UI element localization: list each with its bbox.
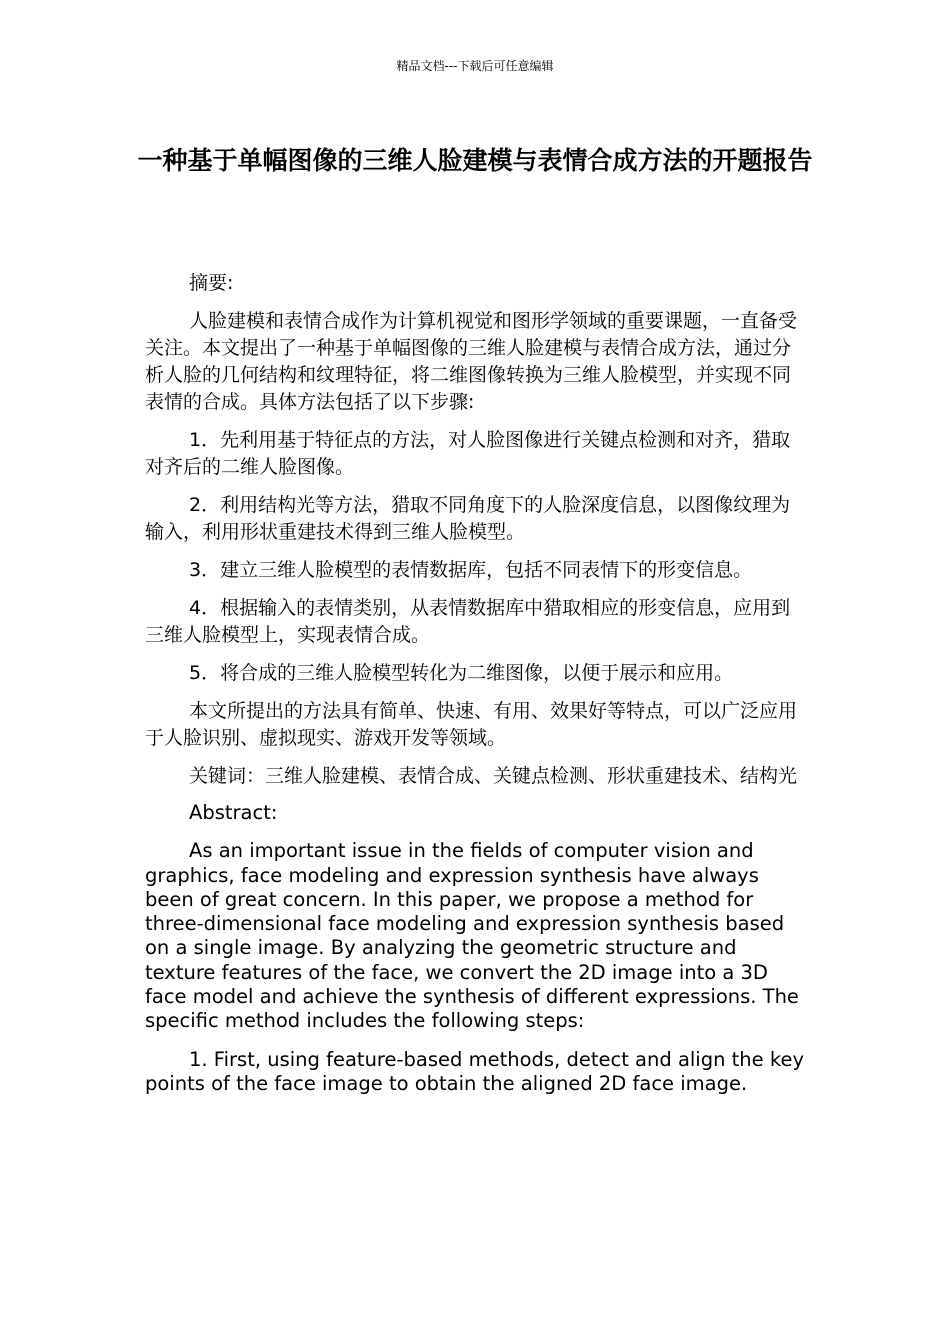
abstract-heading-zh: 摘要: [189,272,234,294]
step-en-1: 1. First, using feature-based methods, detect and align the key points of the face image to obtain the aligned 2D face image. [145,1047,804,1095]
keywords-zh: 关键词：三维人脸建模、表情合成、关键点检测、形状重建技术、结构光 [189,765,798,787]
step-zh-3: 3．建立三维人脸模型的表情数据库，包括不同表情下的形变信息。 [189,559,753,581]
header-note: 精品文档---下载后可任意编辑 [396,59,554,73]
document-body [145,270,805,1110]
conclusion-zh: 本文所提出的方法具有简单、快速、有用、效果好等特点，可以广泛应用于人脸识别、虚拟现实、游戏开发等领域。 [145,700,798,749]
step-zh-4: 4．根据输入的表情类别，从表情数据库中猎取相应的形变信息，应用到三维人脸模型上，实现表情合成。 [145,597,791,646]
document-title: 一种基于单幅图像的三维人脸建模与表情合成方法的开题报告 [137,146,813,175]
step-zh-2: 2．利用结构光等方法，猎取不同角度下的人脸深度信息，以图像纹理为输入，利用形状重建技术得到三维人脸模型。 [145,494,791,543]
step-zh-5: 5．将合成的三维人脸模型转化为二维图像，以便于展示和应用。 [189,662,734,684]
step-zh-1: 1．先利用基于特征点的方法，对人脸图像进行关键点检测和对齐，猎取对齐后的二维人脸图像。 [145,429,791,478]
abstract-heading-en: Abstract: [189,801,278,824]
abstract-intro-zh: 人脸建模和表情合成作为计算机视觉和图形学领域的重要课题，一直备受关注。本文提出了一种基于单幅图像的三维人脸建模与表情合成方法，通过分析人脸的几何结构和纹理特征，将二维图像转换为三维人脸模型，并实现不同表情的合成。具体方法包括了以下步骤: [145,310,798,413]
abstract-intro-en: As an important issue in the fields of computer vision and graphics, face modeling and expression synthesis have always been of great concern. In this paper, we propose a method for three-dimensional face modeling and expression synthesis based on a single image. By analyzing the geometric structure and texture features of the face, we convert the 2D image into a 3D face model and achieve the synthesis of different expressions. The specific method includes the following steps: [145,839,799,1033]
